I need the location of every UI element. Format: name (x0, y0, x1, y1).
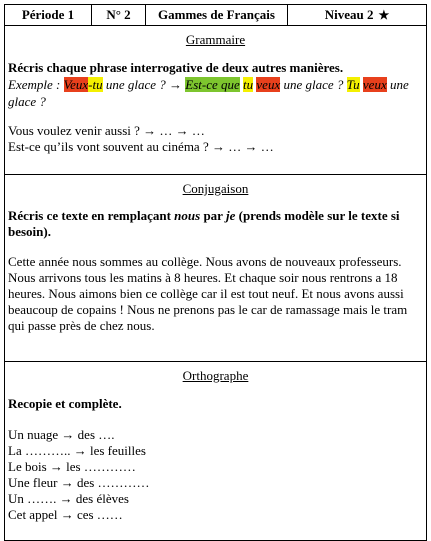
grammaire-section (5, 26, 426, 175)
conjugaison-text: Cette année nous sommes au collège. Nous avons de nouveaux professeurs. Nous arrivons tous les matins à 8 heures. Et chaque soir nous rentrons a 18 heures. Nous aimons bien ce collège car il est tout neuf. Et nous avons aussi beaucoup de copains ! Nous ne prenons pas le car de ramassage mais le tram qui passe près de chez nous. (8, 254, 408, 333)
instruction-nous: nous (174, 208, 201, 223)
example-word: veux (362, 77, 387, 92)
example-text: une glace ? (280, 77, 347, 92)
example-word: Est-ce que (185, 77, 240, 92)
grammaire-instruction: Récris chaque phrase interrogative de deux autres manières. (8, 60, 344, 75)
orthographe-section (5, 362, 426, 540)
level-label: Niveau 2 (324, 7, 374, 22)
conjugaison-section (5, 175, 426, 362)
star-icon: ★ (378, 7, 390, 22)
instruction-part: (prends modèle sur le texte si besoin). (8, 208, 400, 239)
conjugaison-title: Conjugaison (182, 181, 249, 196)
worksheet (4, 4, 427, 541)
level-cell (288, 5, 426, 25)
example-word: tu (243, 77, 254, 92)
instruction-part: par (200, 208, 226, 223)
instruction-je: je (225, 208, 236, 223)
example-word: Veux (63, 77, 89, 92)
example-prefix: Exemple : (8, 77, 64, 92)
orthographe-item: Un nuage → des …. (8, 427, 115, 442)
title-cell: Gammes de Français (146, 5, 288, 25)
grammaire-title: Grammaire (185, 32, 246, 47)
grammaire-item: Est-ce qu’ils vont souvent au cinéma ? → … → … (8, 139, 274, 154)
grammaire-item: Vous voulez venir aussi ? → … → … (8, 123, 205, 138)
orthographe-item: Une fleur → des ………… (8, 475, 150, 490)
grammaire-example (8, 76, 423, 110)
example-word: Tu (346, 77, 360, 92)
period-cell: Période 1 (5, 5, 92, 25)
conjugaison-instruction (8, 208, 423, 240)
example-word: veux (256, 77, 281, 92)
orthographe-item: La ……….. → les feuilles (8, 443, 146, 458)
orthographe-item: Un ……. → des élèves (8, 491, 129, 506)
orthographe-title: Orthographe (182, 368, 249, 383)
example-text: une glace ? → (102, 77, 186, 92)
instruction-part: Récris ce texte en remplaçant (8, 208, 175, 223)
number-cell: N° 2 (92, 5, 146, 25)
header-row (5, 5, 426, 26)
orthographe-item: Le bois → les ………… (8, 459, 136, 474)
example-text: une glace ? (8, 77, 409, 109)
example-word: -tu (88, 77, 103, 92)
orthographe-item: Cet appel → ces …… (8, 507, 123, 522)
orthographe-instruction: Recopie et complète. (8, 396, 122, 411)
